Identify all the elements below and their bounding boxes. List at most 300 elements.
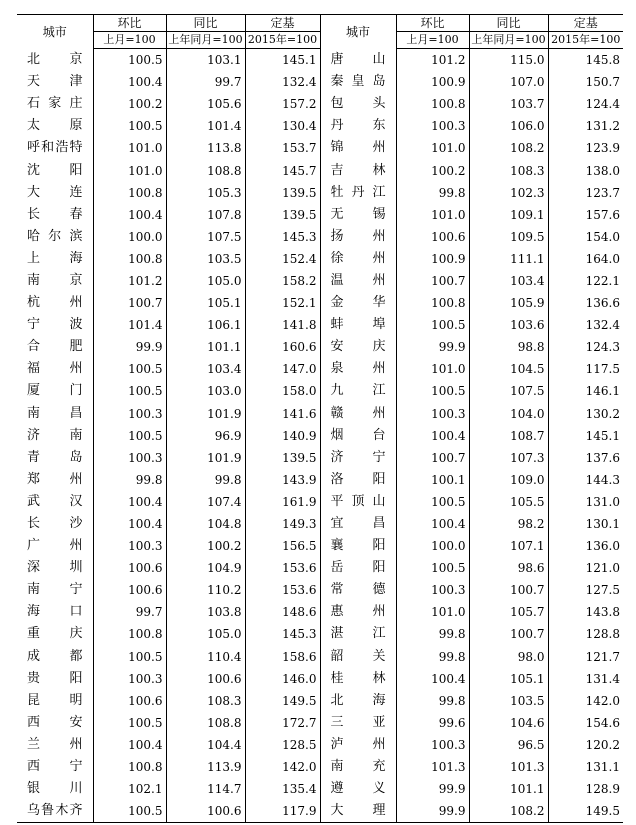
- city-name-cell: 无锡: [320, 204, 396, 226]
- city-name-cell: 吉林: [320, 159, 396, 181]
- base-value-cell: 131.4: [548, 668, 623, 690]
- city-name-cell: 杭州: [27, 295, 83, 311]
- city-name-cell: 蚌埠: [320, 314, 396, 336]
- mom-value-cell: 100.4: [93, 513, 166, 535]
- mom-value-cell: 99.8: [396, 623, 469, 645]
- city-name-cell: 宁波: [27, 317, 83, 333]
- city-name-cell: 济宁: [320, 447, 396, 469]
- base-value-cell: 120.2: [548, 734, 623, 756]
- city-name-cell: 牡丹江: [320, 182, 396, 204]
- mom-value-cell: 100.4: [93, 204, 166, 226]
- table-body: [17, 49, 623, 823]
- mom-value-cell: 100.3: [396, 734, 469, 756]
- yoy-value-cell: 104.0: [469, 403, 548, 425]
- city-name-cell: 呼和浩特: [27, 140, 83, 156]
- table-row: [17, 336, 623, 358]
- city-name-cell: 乌鲁木齐: [17, 800, 93, 823]
- yoy-value-cell: 103.8: [166, 601, 245, 623]
- city-name-cell: 赣州: [320, 403, 396, 425]
- yoy-value-cell: 108.8: [166, 159, 245, 181]
- yoy-value-cell: 100.7: [469, 579, 548, 601]
- yoy-value-cell: 108.2: [469, 800, 548, 823]
- yoy-value-cell: 107.5: [469, 380, 548, 402]
- base-value-cell: 130.4: [245, 115, 320, 137]
- yoy-column-header-right: 同比: [469, 15, 548, 32]
- city-name-cell: 南充: [320, 756, 396, 778]
- base-value-cell: 136.6: [548, 292, 623, 314]
- base-value-cell: 161.9: [245, 491, 320, 513]
- base-value-cell: 130.2: [548, 403, 623, 425]
- mom-column-header-left: 环比: [93, 15, 166, 32]
- mom-value-cell: 101.4: [93, 314, 166, 336]
- base-value-cell: 128.8: [548, 623, 623, 645]
- base-value-cell: 148.6: [245, 601, 320, 623]
- table-row: [17, 380, 623, 402]
- table-row: [17, 292, 623, 314]
- table-row: [17, 71, 623, 93]
- table-row: [17, 403, 623, 425]
- city-name-cell: 太原: [27, 118, 83, 134]
- city-name-cell: 南昌: [27, 405, 83, 421]
- city-name-cell: 烟台: [320, 425, 396, 447]
- city-name-cell: 贵阳: [27, 670, 83, 686]
- mom-column-header-right: 环比: [396, 15, 469, 32]
- base-value-cell: 145.3: [245, 226, 320, 248]
- base-value-cell: 123.9: [548, 137, 623, 159]
- city-name-cell: 兰州: [27, 736, 83, 752]
- mom-value-cell: 100.4: [93, 734, 166, 756]
- city-name-cell: 天津: [27, 74, 83, 90]
- yoy-value-cell: 105.9: [469, 292, 548, 314]
- mom-value-cell: 100.9: [396, 248, 469, 270]
- base-value-cell: 141.6: [245, 403, 320, 425]
- yoy-value-cell: 98.6: [469, 557, 548, 579]
- mom-value-cell: 100.5: [93, 425, 166, 447]
- table-row: [17, 646, 623, 668]
- city-name-cell: 哈尔滨: [27, 228, 83, 244]
- base-value-cell: 121.7: [548, 646, 623, 668]
- yoy-value-cell: 114.7: [166, 778, 245, 800]
- mom-value-cell: 99.9: [396, 800, 469, 823]
- base-value-cell: 153.6: [245, 579, 320, 601]
- city-name-cell: 襄阳: [320, 535, 396, 557]
- city-name-cell: 郑州: [27, 471, 83, 487]
- base-value-cell: 156.5: [245, 535, 320, 557]
- mom-value-cell: 100.4: [396, 425, 469, 447]
- mom-value-cell: 101.0: [396, 204, 469, 226]
- city-name-cell: 徐州: [320, 248, 396, 270]
- yoy-subheader-left: 上年同月=100: [166, 32, 245, 49]
- yoy-value-cell: 103.7: [469, 93, 548, 115]
- yoy-value-cell: 99.7: [166, 71, 245, 93]
- base-value-cell: 146.0: [245, 668, 320, 690]
- city-name-cell: 北京: [27, 51, 83, 67]
- base-value-cell: 153.6: [245, 557, 320, 579]
- base-value-cell: 164.0: [548, 248, 623, 270]
- yoy-value-cell: 106.0: [469, 115, 548, 137]
- base-value-cell: 140.9: [245, 425, 320, 447]
- yoy-value-cell: 100.2: [166, 535, 245, 557]
- yoy-value-cell: 107.8: [166, 204, 245, 226]
- mom-value-cell: 101.2: [93, 270, 166, 292]
- city-name-cell: 扬州: [320, 226, 396, 248]
- city-name-cell: 平顶山: [320, 491, 396, 513]
- yoy-value-cell: 108.8: [166, 712, 245, 734]
- mom-value-cell: 100.5: [93, 800, 166, 823]
- yoy-value-cell: 107.3: [469, 447, 548, 469]
- yoy-value-cell: 107.0: [469, 71, 548, 93]
- table-row: [17, 712, 623, 734]
- mom-value-cell: 101.3: [396, 756, 469, 778]
- base-value-cell: 158.2: [245, 270, 320, 292]
- table-row: [17, 535, 623, 557]
- city-name-cell: 唐山: [320, 49, 396, 72]
- table-row: [17, 601, 623, 623]
- mom-value-cell: 100.4: [396, 513, 469, 535]
- table-row: [17, 469, 623, 491]
- table-row: [17, 800, 623, 823]
- mom-value-cell: 100.2: [396, 159, 469, 181]
- city-name-cell: 海口: [27, 604, 83, 620]
- yoy-value-cell: 110.4: [166, 646, 245, 668]
- base-value-cell: 124.3: [548, 336, 623, 358]
- city-name-cell: 秦皇岛: [320, 71, 396, 93]
- yoy-value-cell: 105.5: [469, 491, 548, 513]
- mom-value-cell: 100.5: [396, 314, 469, 336]
- mom-value-cell: 100.5: [93, 712, 166, 734]
- yoy-value-cell: 98.8: [469, 336, 548, 358]
- yoy-value-cell: 115.0: [469, 49, 548, 72]
- city-name-cell: 安庆: [320, 336, 396, 358]
- table-row: [17, 623, 623, 645]
- table-row: [17, 137, 623, 159]
- base-value-cell: 154.0: [548, 226, 623, 248]
- mom-value-cell: 100.5: [93, 646, 166, 668]
- city-name-cell: 三亚: [320, 712, 396, 734]
- base-value-cell: 143.9: [245, 469, 320, 491]
- yoy-value-cell: 98.0: [469, 646, 548, 668]
- mom-value-cell: 101.0: [396, 137, 469, 159]
- yoy-value-cell: 103.1: [166, 49, 245, 72]
- mom-value-cell: 100.5: [93, 49, 166, 72]
- city-name-cell: 惠州: [320, 601, 396, 623]
- yoy-value-cell: 102.3: [469, 182, 548, 204]
- base-value-cell: 145.3: [245, 623, 320, 645]
- base-value-cell: 143.8: [548, 601, 623, 623]
- yoy-value-cell: 113.8: [166, 137, 245, 159]
- mom-value-cell: 100.8: [396, 292, 469, 314]
- base-value-cell: 139.5: [245, 204, 320, 226]
- table-row: [17, 93, 623, 115]
- mom-value-cell: 100.0: [93, 226, 166, 248]
- table-row: [17, 358, 623, 380]
- mom-value-cell: 99.9: [396, 778, 469, 800]
- yoy-value-cell: 105.0: [166, 270, 245, 292]
- base-value-cell: 149.3: [245, 513, 320, 535]
- yoy-value-cell: 103.5: [469, 690, 548, 712]
- yoy-value-cell: 107.1: [469, 535, 548, 557]
- mom-value-cell: 100.7: [396, 270, 469, 292]
- city-name-cell: 岳阳: [320, 557, 396, 579]
- yoy-value-cell: 101.3: [469, 756, 548, 778]
- table-row: [17, 314, 623, 336]
- mom-value-cell: 100.3: [396, 115, 469, 137]
- city-name-cell: 常德: [320, 579, 396, 601]
- yoy-value-cell: 101.4: [166, 115, 245, 137]
- base-value-cell: 149.5: [245, 690, 320, 712]
- yoy-value-cell: 103.0: [166, 380, 245, 402]
- base-value-cell: 154.6: [548, 712, 623, 734]
- price-index-table-container: [17, 14, 621, 823]
- table-row: [17, 557, 623, 579]
- city-name-cell: 重庆: [27, 626, 83, 642]
- yoy-value-cell: 101.1: [469, 778, 548, 800]
- yoy-value-cell: 98.2: [469, 513, 548, 535]
- base-value-cell: 117.9: [245, 800, 320, 823]
- city-name-cell: 大理: [320, 800, 396, 823]
- yoy-value-cell: 109.0: [469, 469, 548, 491]
- mom-value-cell: 100.3: [93, 668, 166, 690]
- yoy-value-cell: 104.6: [469, 712, 548, 734]
- base-value-cell: 149.5: [548, 800, 623, 823]
- city-column-header-left: 城市: [17, 15, 93, 49]
- city-name-cell: 湛江: [320, 623, 396, 645]
- city-name-cell: 合肥: [27, 339, 83, 355]
- mom-value-cell: 100.6: [93, 557, 166, 579]
- table-row: [17, 159, 623, 181]
- mom-value-cell: 101.2: [396, 49, 469, 72]
- mom-value-cell: 100.6: [93, 579, 166, 601]
- yoy-value-cell: 108.3: [469, 159, 548, 181]
- table-row: [17, 756, 623, 778]
- base-subheader-right: 2015年=100: [548, 32, 623, 49]
- table-row: [17, 270, 623, 292]
- mom-value-cell: 100.5: [93, 358, 166, 380]
- table-row: [17, 49, 623, 72]
- city-name-cell: 丹东: [320, 115, 396, 137]
- mom-subheader-left: 上月=100: [93, 32, 166, 49]
- mom-value-cell: 100.5: [396, 380, 469, 402]
- base-value-cell: 123.7: [548, 182, 623, 204]
- table-row: [17, 778, 623, 800]
- city-name-cell: 沈阳: [27, 162, 83, 178]
- city-name-cell: 昆明: [27, 692, 83, 708]
- mom-value-cell: 99.8: [396, 182, 469, 204]
- yoy-value-cell: 107.5: [166, 226, 245, 248]
- base-value-cell: 158.6: [245, 646, 320, 668]
- city-name-cell: 成都: [27, 648, 83, 664]
- city-name-cell: 遵义: [320, 778, 396, 800]
- mom-value-cell: 99.8: [396, 646, 469, 668]
- mom-subheader-right: 上月=100: [396, 32, 469, 49]
- city-name-cell: 厦门: [27, 383, 83, 399]
- mom-value-cell: 100.7: [396, 447, 469, 469]
- mom-value-cell: 101.0: [396, 358, 469, 380]
- base-value-cell: 153.7: [245, 137, 320, 159]
- base-value-cell: 157.2: [245, 93, 320, 115]
- mom-value-cell: 100.6: [93, 690, 166, 712]
- yoy-value-cell: 111.1: [469, 248, 548, 270]
- city-name-cell: 九江: [320, 380, 396, 402]
- base-value-cell: 160.6: [245, 336, 320, 358]
- mom-value-cell: 100.5: [396, 557, 469, 579]
- base-value-cell: 131.1: [548, 756, 623, 778]
- base-value-cell: 139.5: [245, 447, 320, 469]
- base-column-header-right: 定基: [548, 15, 623, 32]
- base-value-cell: 130.1: [548, 513, 623, 535]
- base-value-cell: 132.4: [245, 71, 320, 93]
- yoy-value-cell: 109.5: [469, 226, 548, 248]
- base-value-cell: 135.4: [245, 778, 320, 800]
- city-name-cell: 长春: [27, 206, 83, 222]
- mom-value-cell: 100.4: [93, 491, 166, 513]
- city-name-cell: 西安: [27, 714, 83, 730]
- mom-value-cell: 99.6: [396, 712, 469, 734]
- base-value-cell: 131.2: [548, 115, 623, 137]
- table-row: [17, 204, 623, 226]
- mom-value-cell: 100.3: [93, 447, 166, 469]
- yoy-value-cell: 104.8: [166, 513, 245, 535]
- base-value-cell: 117.5: [548, 358, 623, 380]
- yoy-value-cell: 96.9: [166, 425, 245, 447]
- mom-value-cell: 100.8: [93, 182, 166, 204]
- table-row: [17, 425, 623, 447]
- table-row: [17, 226, 623, 248]
- city-name-cell: 广州: [27, 538, 83, 554]
- mom-value-cell: 100.8: [396, 93, 469, 115]
- yoy-value-cell: 105.1: [166, 292, 245, 314]
- city-name-cell: 泉州: [320, 358, 396, 380]
- city-column-header-right: 城市: [320, 15, 396, 49]
- yoy-value-cell: 101.9: [166, 447, 245, 469]
- yoy-value-cell: 105.3: [166, 182, 245, 204]
- mom-value-cell: 100.8: [93, 248, 166, 270]
- yoy-value-cell: 101.9: [166, 403, 245, 425]
- yoy-value-cell: 105.6: [166, 93, 245, 115]
- base-value-cell: 136.0: [548, 535, 623, 557]
- base-value-cell: 121.0: [548, 557, 623, 579]
- yoy-value-cell: 101.1: [166, 336, 245, 358]
- mom-value-cell: 100.2: [93, 93, 166, 115]
- city-name-cell: 武汉: [27, 493, 83, 509]
- mom-value-cell: 100.4: [93, 71, 166, 93]
- yoy-value-cell: 105.0: [166, 623, 245, 645]
- base-value-cell: 152.4: [245, 248, 320, 270]
- yoy-value-cell: 103.6: [469, 314, 548, 336]
- base-value-cell: 172.7: [245, 712, 320, 734]
- mom-value-cell: 100.8: [93, 623, 166, 645]
- city-name-cell: 金华: [320, 292, 396, 314]
- base-column-header-left: 定基: [245, 15, 320, 32]
- city-name-cell: 宜昌: [320, 513, 396, 535]
- mom-value-cell: 100.1: [396, 469, 469, 491]
- city-name-cell: 福州: [27, 361, 83, 377]
- yoy-value-cell: 103.4: [166, 358, 245, 380]
- table-row: [17, 115, 623, 137]
- yoy-value-cell: 96.5: [469, 734, 548, 756]
- city-name-cell: 南京: [27, 272, 83, 288]
- base-value-cell: 128.5: [245, 734, 320, 756]
- table-row: [17, 513, 623, 535]
- base-value-cell: 152.1: [245, 292, 320, 314]
- city-name-cell: 包头: [320, 93, 396, 115]
- base-value-cell: 144.3: [548, 469, 623, 491]
- table-row: [17, 182, 623, 204]
- base-value-cell: 150.7: [548, 71, 623, 93]
- base-value-cell: 147.0: [245, 358, 320, 380]
- mom-value-cell: 100.5: [93, 115, 166, 137]
- price-index-table: [17, 14, 623, 823]
- city-name-cell: 银川: [27, 781, 83, 797]
- base-subheader-left: 2015年=100: [245, 32, 320, 49]
- mom-value-cell: 101.0: [93, 159, 166, 181]
- base-value-cell: 142.0: [548, 690, 623, 712]
- table-row: [17, 690, 623, 712]
- base-value-cell: 157.6: [548, 204, 623, 226]
- table-row: [17, 734, 623, 756]
- yoy-value-cell: 105.7: [469, 601, 548, 623]
- yoy-column-header-left: 同比: [166, 15, 245, 32]
- yoy-value-cell: 100.7: [469, 623, 548, 645]
- yoy-value-cell: 106.1: [166, 314, 245, 336]
- base-value-cell: 138.0: [548, 159, 623, 181]
- mom-value-cell: 100.8: [93, 756, 166, 778]
- yoy-value-cell: 113.9: [166, 756, 245, 778]
- city-name-cell: 青岛: [27, 449, 83, 465]
- table-row: [17, 579, 623, 601]
- base-value-cell: 145.1: [245, 49, 320, 72]
- yoy-value-cell: 108.7: [469, 425, 548, 447]
- city-name-cell: 泸州: [320, 734, 396, 756]
- yoy-value-cell: 103.5: [166, 248, 245, 270]
- base-value-cell: 128.9: [548, 778, 623, 800]
- mom-value-cell: 100.6: [396, 226, 469, 248]
- city-name-cell: 济南: [27, 427, 83, 443]
- yoy-value-cell: 105.1: [469, 668, 548, 690]
- mom-value-cell: 102.1: [93, 778, 166, 800]
- yoy-subheader-right: 上年同月=100: [469, 32, 548, 49]
- base-value-cell: 122.1: [548, 270, 623, 292]
- base-value-cell: 139.5: [245, 182, 320, 204]
- base-value-cell: 137.6: [548, 447, 623, 469]
- mom-value-cell: 100.7: [93, 292, 166, 314]
- base-value-cell: 145.7: [245, 159, 320, 181]
- yoy-value-cell: 110.2: [166, 579, 245, 601]
- base-value-cell: 158.0: [245, 380, 320, 402]
- city-name-cell: 西宁: [27, 759, 83, 775]
- mom-value-cell: 99.9: [396, 336, 469, 358]
- base-value-cell: 142.0: [245, 756, 320, 778]
- table-row: [17, 668, 623, 690]
- base-value-cell: 127.5: [548, 579, 623, 601]
- city-name-cell: 洛阳: [320, 469, 396, 491]
- mom-value-cell: 100.3: [396, 403, 469, 425]
- yoy-value-cell: 109.1: [469, 204, 548, 226]
- city-name-cell: 大连: [27, 184, 83, 200]
- yoy-value-cell: 108.3: [166, 690, 245, 712]
- base-value-cell: 145.1: [548, 425, 623, 447]
- mom-value-cell: 100.3: [396, 579, 469, 601]
- table-row: [17, 491, 623, 513]
- mom-value-cell: 101.0: [93, 137, 166, 159]
- yoy-value-cell: 100.6: [166, 668, 245, 690]
- mom-value-cell: 100.3: [93, 403, 166, 425]
- yoy-value-cell: 99.8: [166, 469, 245, 491]
- table-header: [17, 15, 623, 49]
- base-value-cell: 132.4: [548, 314, 623, 336]
- city-name-cell: 南宁: [27, 582, 83, 598]
- yoy-value-cell: 104.4: [166, 734, 245, 756]
